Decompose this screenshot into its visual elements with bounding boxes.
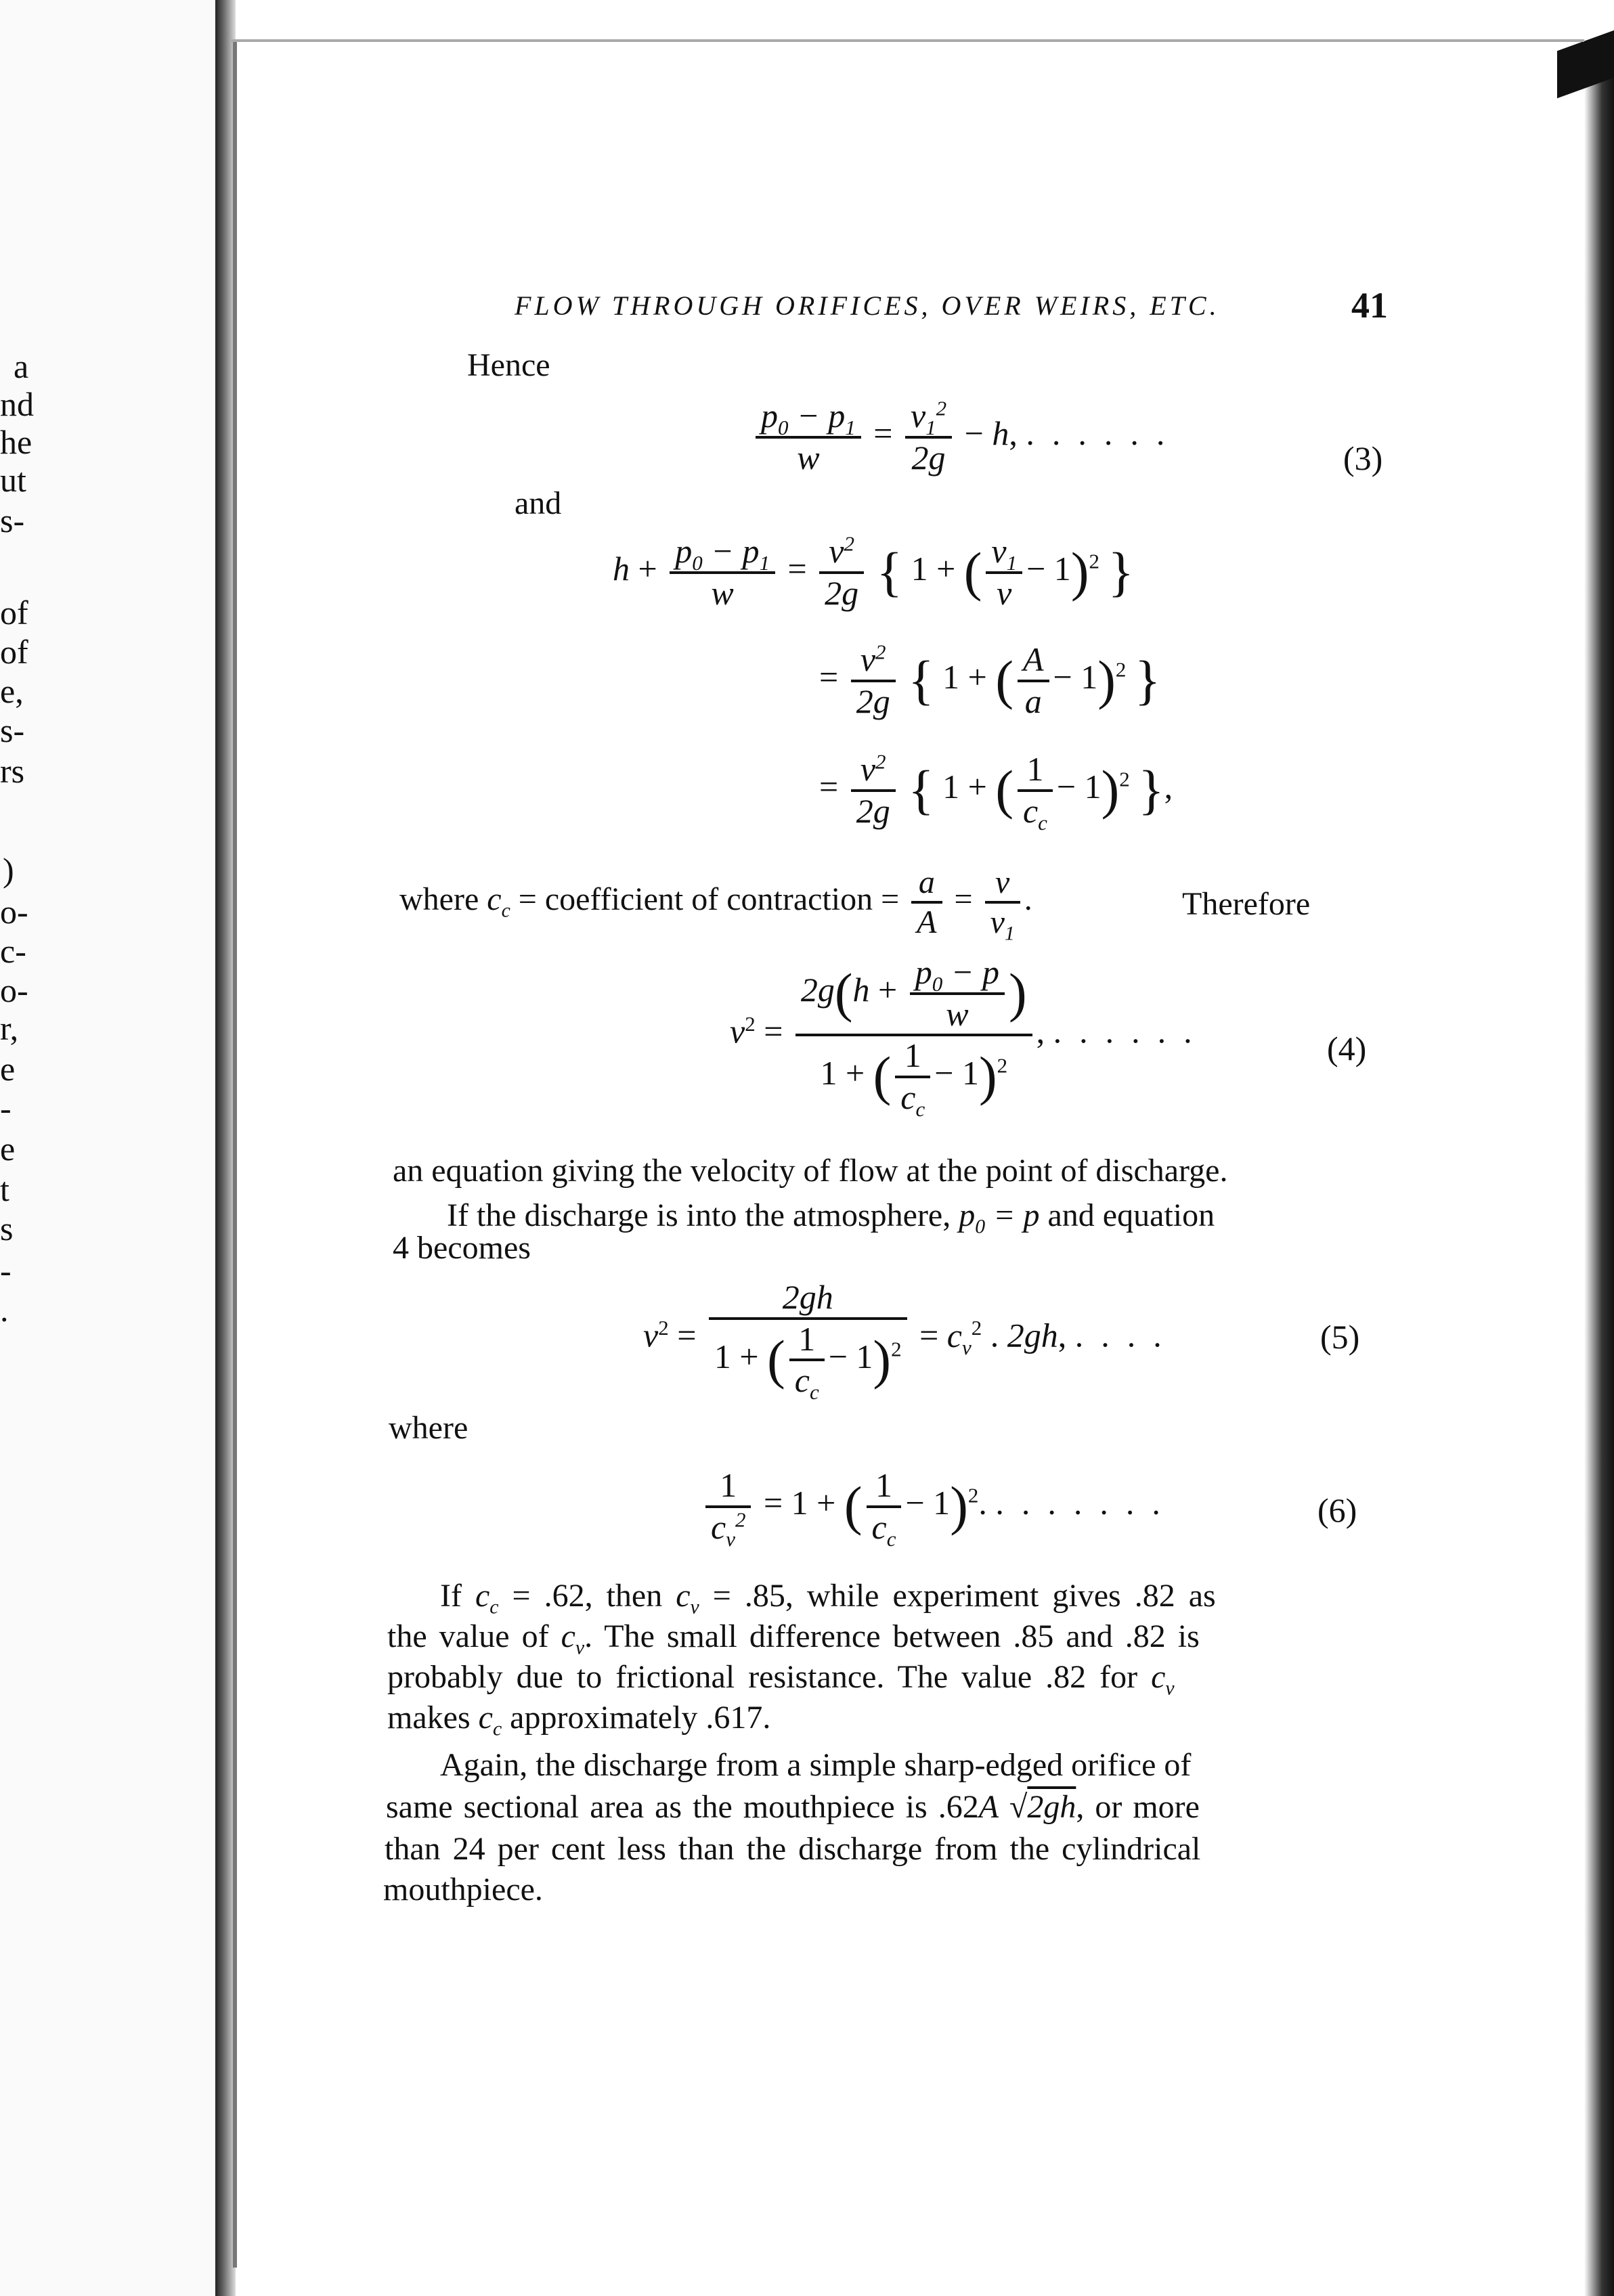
left-page-edge xyxy=(0,0,223,2296)
margin-fragment: he xyxy=(0,423,32,461)
margin-fragment: t xyxy=(0,1170,9,1208)
margin-fragment: - xyxy=(0,1252,12,1289)
equation-energy-line2: = $\frac{v^2}{2g}$ { 1 + ( $\frac{A}{a}$ − 1)$^2$ } xyxy=(819,640,1161,720)
margin-fragment: e xyxy=(0,1130,16,1168)
paragraph-1-line-2: the value of $c_v$. The small difference between .85 and .82 is xyxy=(387,1618,1200,1659)
margin-fragment: c- xyxy=(0,932,26,970)
equation-number-6: (6) xyxy=(1317,1491,1357,1529)
margin-fragment: of xyxy=(0,633,28,671)
running-title: FLOW THROUGH ORIFICES, OVER WEIRS, ETC. xyxy=(515,290,1220,321)
word-and: and xyxy=(515,485,562,521)
paragraph-2-line-4: mouthpiece. xyxy=(383,1872,543,1907)
word-hence: Hence xyxy=(467,347,550,383)
atmosphere-line-2: 4 becomes xyxy=(393,1230,531,1266)
margin-fragment: e xyxy=(0,1050,16,1088)
paragraph-1-line-4: makes $c_c$ approximately .617. xyxy=(387,1700,771,1740)
paragraph-1-line-3: probably due to frictional resistance. The value .82 for $c_v$ xyxy=(387,1659,1175,1700)
page-binding-line xyxy=(233,41,237,2268)
paragraph-2-line-2: same sectional area as the mouthpiece is .62A √2gh, or more xyxy=(386,1789,1200,1825)
margin-fragment: s- xyxy=(0,711,25,749)
margin-fragment: o- xyxy=(0,971,28,1009)
margin-fragment: rs xyxy=(0,752,25,790)
equation-number-4: (4) xyxy=(1327,1030,1367,1067)
margin-fragment: ut xyxy=(0,461,26,499)
page-top-edge xyxy=(230,39,1584,42)
right-page-edge xyxy=(1584,61,1614,2296)
margin-fragment: . xyxy=(0,1291,9,1329)
atmosphere-line-1: If the discharge is into the atmosphere, $p_0 = p$ and equation xyxy=(447,1197,1215,1238)
margin-fragment: - xyxy=(0,1089,12,1127)
paragraph-2-line-1: Again, the discharge from a simple sharp-edged orifice of xyxy=(440,1747,1192,1783)
word-therefore: Therefore xyxy=(1182,886,1311,922)
margin-fragment: o- xyxy=(0,893,28,931)
velocity-sentence: an equation giving the velocity of flow at the point of discharge. xyxy=(393,1153,1228,1189)
page-number: 41 xyxy=(1351,285,1388,326)
equation-energy-line3: = $\frac{v^2}{2g}$ { 1 + ( $\frac{1}{c_c}$ − 1)$^2$ }, xyxy=(819,749,1173,835)
paragraph-1-line-1: If $c_c = .62$, then $c_v = .85$, while experiment gives .82 as xyxy=(440,1578,1216,1618)
word-where: where xyxy=(389,1410,468,1446)
equation-3: $\frac{p_0 - p_1}{w}$ = $\frac{v_1^2}{2g}$ − h, ...... xyxy=(751,397,1182,477)
equation-5: $v^2$ = 2gh 1 + ( $\frac{1}{c_c}$ − 1)$^2$ = $c_v^2$ . 2gh, .... xyxy=(643,1278,1179,1404)
coefficient-of-contraction-line: where $c_c$ = coefficient of contraction = $\frac{a}{A}$ = $\frac{v}{v_1}$ . xyxy=(399,864,1032,945)
equation-4: $v^2$ = 2g(h + $\frac{p_0 - p}{w}$ ) 1 + ( $\frac{1}{c_c}$ − 1)$^2$ , ...... xyxy=(730,953,1210,1121)
margin-fragment: a xyxy=(14,347,29,385)
margin-fragment: s xyxy=(0,1210,14,1248)
equation-6: $\frac{1}{c_v^2}$ = 1 + ( $\frac{1}{c_c}$ − 1)$^2$. ....... xyxy=(701,1466,1178,1547)
margin-fragment: nd xyxy=(0,385,34,423)
margin-fragment: s- xyxy=(0,502,25,539)
paragraph-2-line-3: than 24 per cent less than the discharge from the cylindrical xyxy=(385,1831,1201,1867)
equation-energy-line1: h + $\frac{p_0 - p_1}{w}$ = $\frac{v^2}{2g}$ { 1 + ( $\frac{v_1}{v}$ − 1)$^2$ } xyxy=(613,531,1134,612)
equation-number-3: (3) xyxy=(1343,439,1383,477)
margin-fragment: e, xyxy=(0,672,24,710)
margin-fragment: ) xyxy=(3,851,14,889)
margin-fragment: r, xyxy=(0,1009,19,1047)
margin-fragment: of xyxy=(0,594,28,632)
equation-number-5: (5) xyxy=(1320,1318,1360,1356)
